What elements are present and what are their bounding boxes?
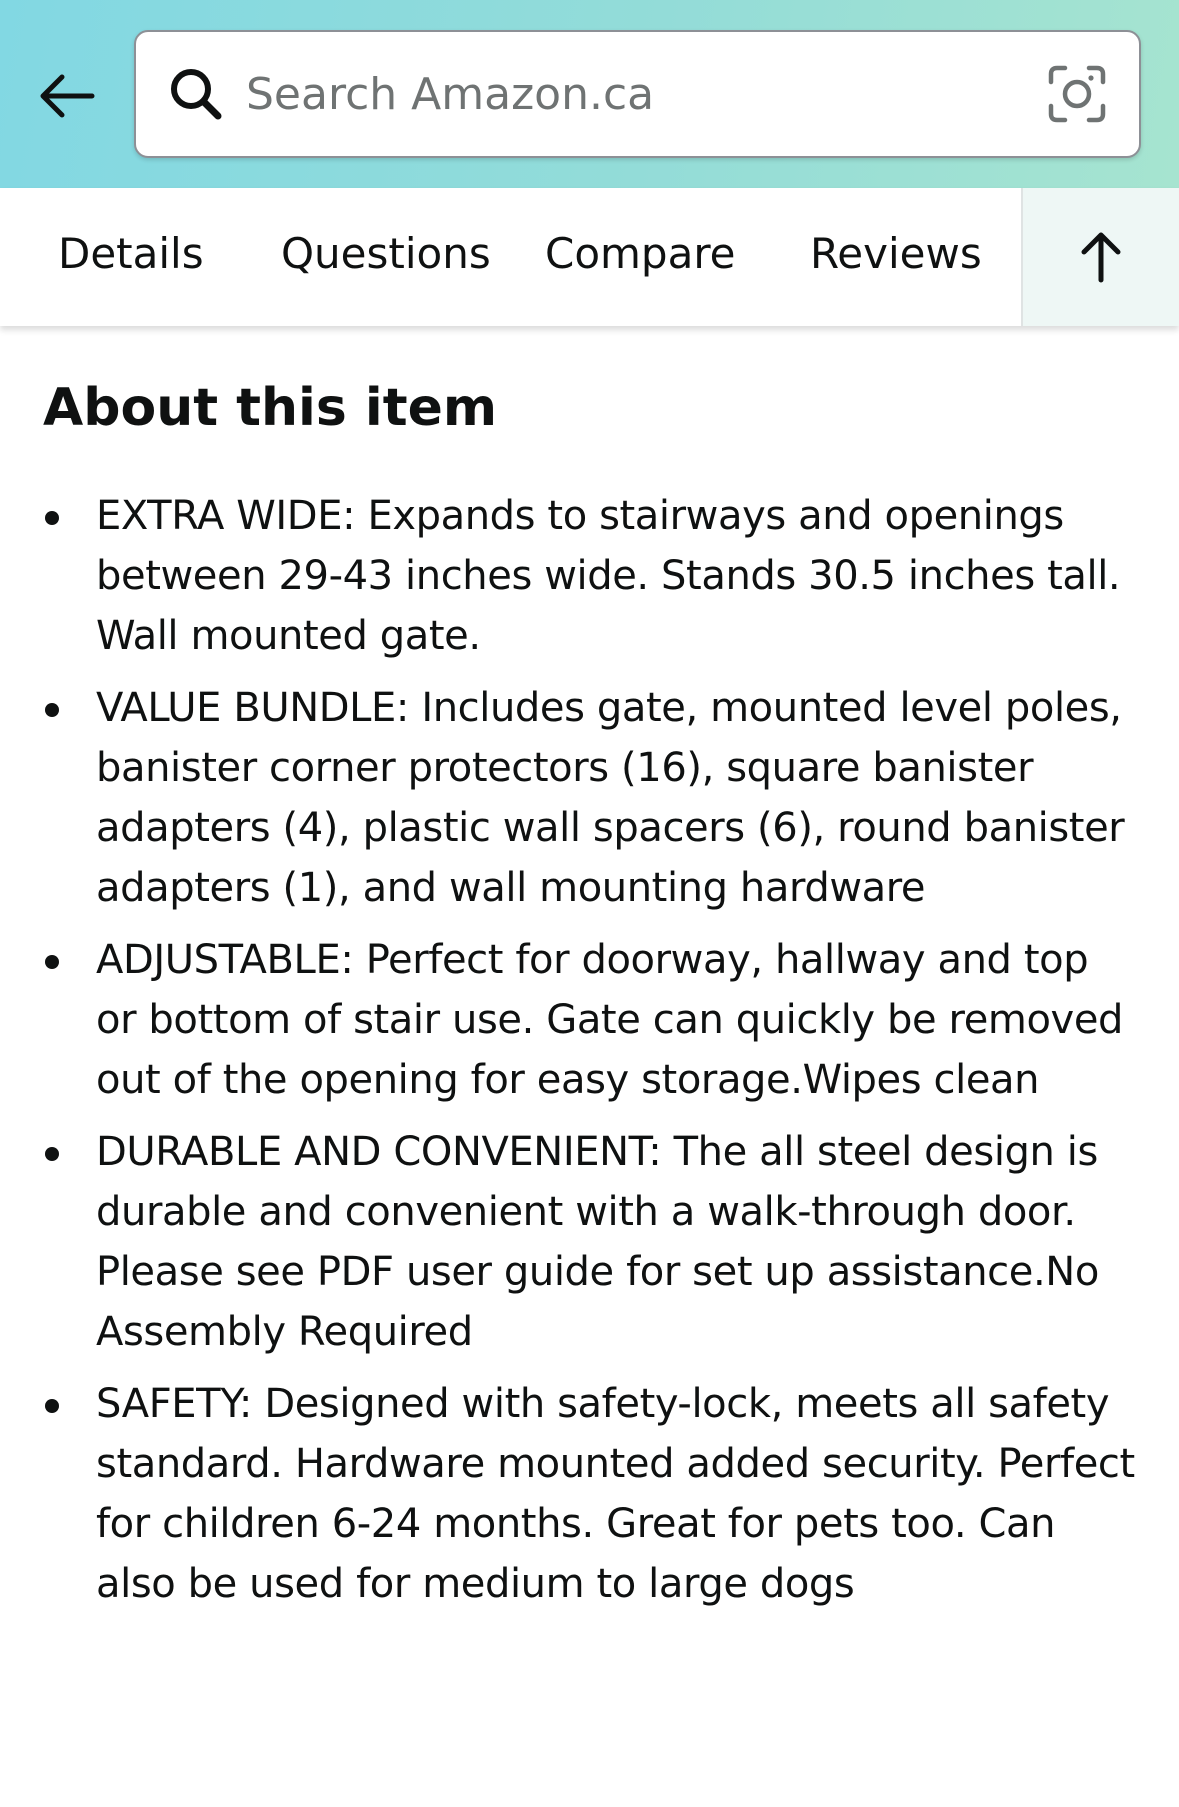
search-bar[interactable] bbox=[134, 30, 1141, 158]
feature-bullet: VALUE BUNDLE: Includes gate, mounted level poles, banister corner protectors (16), square banister adapters (4), plastic wall spacers (6), round banister adapters (1), and wall mounting hardware bbox=[0, 678, 1179, 918]
scroll-to-top-button[interactable] bbox=[1021, 188, 1179, 326]
section-title: About this item bbox=[43, 378, 498, 438]
feature-bullet: DURABLE AND CONVENIENT: The all steel design is durable and convenient with a walk-through door. Please see PDF user guide for set up assistance.No Assembly Required bbox=[0, 1122, 1179, 1362]
arrow-up-icon bbox=[1079, 231, 1123, 283]
feature-bullets bbox=[0, 486, 1179, 1626]
camera-lens-icon[interactable] bbox=[1045, 62, 1109, 126]
back-button[interactable] bbox=[24, 54, 108, 138]
search-input[interactable] bbox=[246, 54, 1006, 134]
feature-bullet: SAFETY: Designed with safety-lock, meets all safety standard. Hardware mounted added security. Perfect for children 6-24 months. Great for pets too. Can also be used for medium to large dogs bbox=[0, 1374, 1179, 1614]
tab-compare[interactable]: Compare bbox=[545, 229, 736, 278]
section-tabs bbox=[0, 188, 1179, 326]
feature-bullet: ADJUSTABLE: Perfect for doorway, hallway and top or bottom of stair use. Gate can quickly be removed out of the opening for easy storage.Wipes clean bbox=[0, 930, 1179, 1110]
search-icon[interactable] bbox=[166, 64, 226, 124]
app-header bbox=[0, 0, 1179, 188]
feature-bullet: EXTRA WIDE: Expands to stairways and openings between 29-43 inches wide. Stands 30.5 inches tall. Wall mounted gate. bbox=[0, 486, 1179, 666]
back-arrow-icon bbox=[36, 71, 96, 121]
tab-details[interactable]: Details bbox=[58, 229, 204, 278]
tab-reviews[interactable]: Reviews bbox=[810, 229, 982, 278]
tab-questions[interactable]: Questions bbox=[281, 229, 491, 278]
